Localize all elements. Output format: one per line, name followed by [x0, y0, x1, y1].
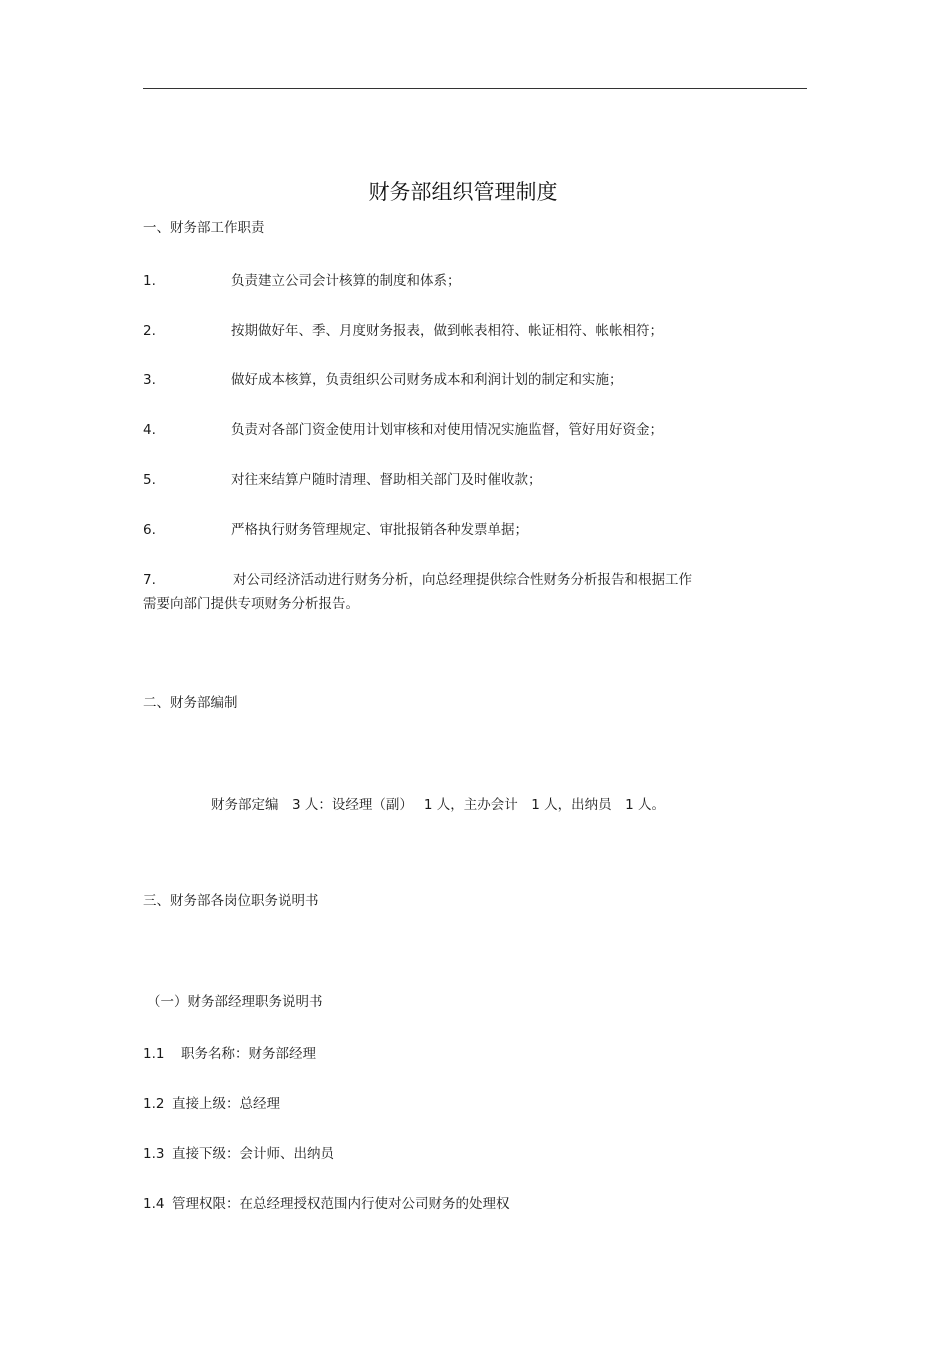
- manager-item-1-4: [143, 1194, 510, 1214]
- duty-item-2: [143, 321, 663, 341]
- manager-item-text: 管理权限：在总经理授权范围内行使对公司财务的处理权: [172, 1196, 510, 1212]
- duty-item-text: 按期做好年、季、月度财务报表，做到帐表相符、帐证相符、帐帐相符；: [231, 323, 663, 339]
- manager-item-number: 1.4: [143, 1196, 165, 1212]
- manager-item-text: 职务名称：财务部经理: [181, 1046, 316, 1062]
- staffing-text: 财务部定编 3 人：设经理（副） 1 人，主办会计 1 人，出纳员 1 人。: [211, 797, 666, 813]
- duty-item-7: [143, 570, 692, 590]
- manager-item-1-3: [143, 1144, 334, 1164]
- duty-item-number: 7.: [143, 572, 156, 588]
- duty-item-number: 6.: [143, 522, 156, 538]
- manager-item-text: 直接上级：总经理: [172, 1096, 280, 1112]
- duty-item-number: 3.: [143, 372, 156, 388]
- duty-item-3: [143, 370, 623, 390]
- sub-heading-manager: （一）财务部经理职务说明书: [147, 994, 323, 1010]
- section-heading-staffing: 二、财务部编制: [143, 695, 238, 711]
- manager-item-number: 1.2: [143, 1096, 165, 1112]
- manager-item-1-2: [143, 1094, 280, 1114]
- duty-item-5: [143, 470, 542, 490]
- duty-item-1: [143, 271, 461, 291]
- duty-item-number: 2.: [143, 323, 156, 339]
- manager-item-1-1: [143, 1044, 316, 1064]
- duty-item-6: [143, 520, 528, 540]
- manager-item-number: 1.3: [143, 1146, 165, 1162]
- duty-item-number: 1.: [143, 273, 156, 289]
- duty-item-text: 负责对各部门资金使用计划审核和对使用情况实施监督，管好用好资金；: [231, 422, 663, 438]
- duty-item-text: 对公司经济活动进行财务分析，向总经理提供综合性财务分析报告和根据工作: [233, 572, 692, 588]
- duty-item-4: [143, 420, 663, 440]
- duty-item-number: 5.: [143, 472, 156, 488]
- duty-item-text: 严格执行财务管理规定、审批报销各种发票单据；: [231, 522, 528, 538]
- section-heading-duties: 一、财务部工作职责: [143, 220, 265, 236]
- header-rule: [143, 88, 807, 89]
- manager-item-text: 直接下级：会计师、出纳员: [172, 1146, 334, 1162]
- manager-item-number: 1.1: [143, 1046, 165, 1062]
- section-heading-job-descriptions: 三、财务部各岗位职务说明书: [143, 893, 319, 909]
- duty-item-text: 负责建立公司会计核算的制度和体系；: [231, 273, 461, 289]
- duty-item-text: 对往来结算户随时清理、督助相关部门及时催收款；: [231, 472, 542, 488]
- duty-item-7-continuation: 需要向部门提供专项财务分析报告。: [143, 596, 359, 612]
- document-title: 财务部组织管理制度: [368, 180, 558, 204]
- duty-item-text: 做好成本核算，负责组织公司财务成本和利润计划的制定和实施；: [231, 372, 623, 388]
- duty-item-number: 4.: [143, 422, 156, 438]
